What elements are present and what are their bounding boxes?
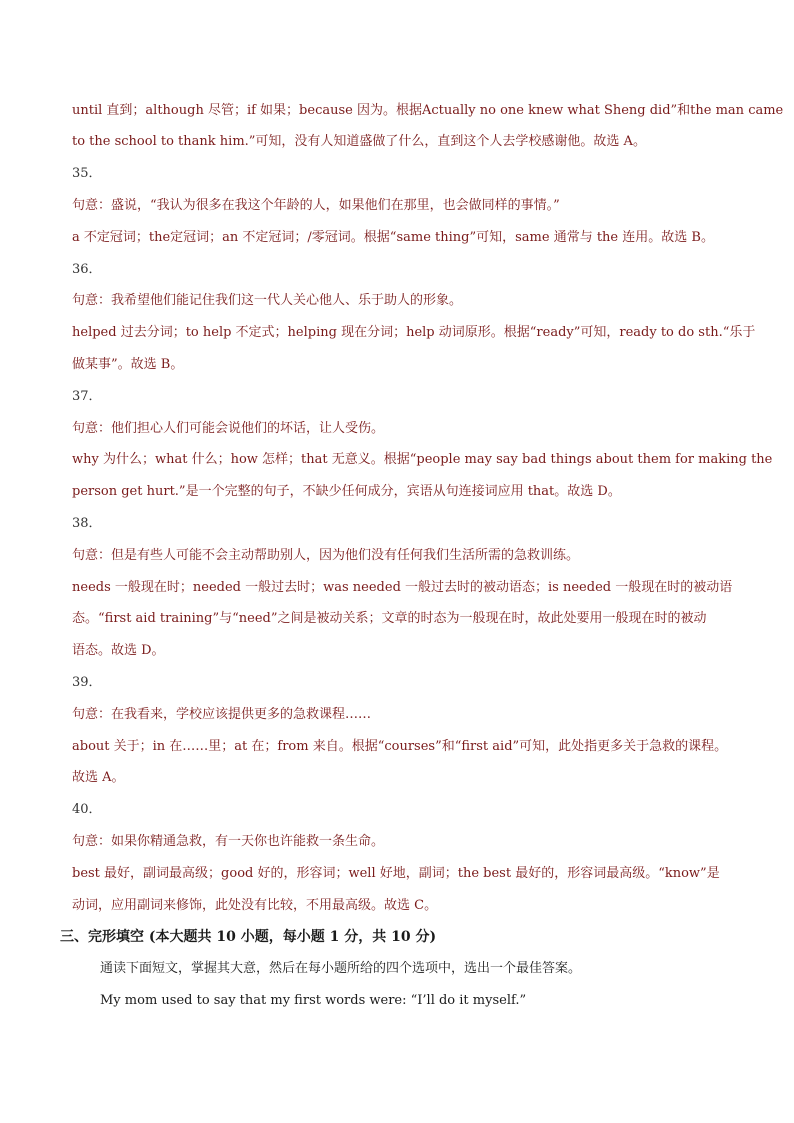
analysis-line: needs 一般现在时；needed 一般过去时；was needed 一般过去时的被动语态；is needed 一般现在时的被动语 bbox=[72, 580, 733, 595]
analysis-line: 动词，应用副词来修饰，此处没有比较，不用最高级。故选 C。 bbox=[72, 898, 438, 913]
instruction-text: 通读下面短文，掌握其大意，然后在每小题所给的四个选项中，选出一个最佳答案。 bbox=[100, 961, 582, 976]
question-number: 36． bbox=[72, 262, 102, 277]
analysis-line: 态。“first aid training”与“need”之间是被动关系；文章的时态为一般现在时，故此处要用一般现在时的被动 bbox=[72, 611, 707, 626]
section-heading: 三、完形填空 (本大题共 10 小题，每小题 1 分，共 10 分) bbox=[60, 929, 437, 945]
translation-line: 句意：他们担心人们可能会说他们的坏话，让人受伤。 bbox=[72, 421, 385, 436]
question-number: 37． bbox=[72, 389, 102, 404]
analysis-line: to the school to thank him.”可知，没有人知道盛做了什么，直到这个人去学校感谢他。故选 A。 bbox=[72, 134, 646, 149]
question-number: 39． bbox=[72, 675, 102, 690]
passage-text: My mom used to say that my first words were: “I’ll do it myself.” bbox=[100, 993, 527, 1008]
translation-line: 句意：在我看来，学校应该提供更多的急救课程…… bbox=[72, 707, 372, 722]
analysis-line: person get hurt.”是一个完整的句子，不缺少任何成分，宾语从句连接词应用 that。故选 D。 bbox=[72, 484, 621, 499]
translation-line: 句意：但是有些人可能不会主动帮助别人，因为他们没有任何我们生活所需的急救训练。 bbox=[72, 548, 580, 563]
analysis-line: 语态。故选 D。 bbox=[72, 643, 165, 658]
analysis-line: 做某事”。故选 B。 bbox=[72, 357, 184, 372]
translation-line: 句意：我希望他们能记住我们这一代人关心他人、乐于助人的形象。 bbox=[72, 293, 463, 308]
question-number: 40． bbox=[72, 802, 102, 817]
analysis-line: why 为什么；what 什么；how 怎样；that 无意义。根据“people may say bad things about them for making the bbox=[72, 452, 773, 467]
question-number: 35． bbox=[72, 166, 102, 181]
analysis-line: helped 过去分词；to help 不定式；helping 现在分词；help 动词原形。根据“ready”可知，ready to do sth.“乐于 bbox=[72, 325, 756, 340]
analysis-line: best 最好，副词最高级；good 好的，形容词；well 好地，副词；the best 最好的，形容词最高级。“know”是 bbox=[72, 866, 720, 881]
analysis-line: about 关于；in 在……里；at 在；from 来自。根据“courses”和“first aid”可知，此处指更多关于急救的课程。 bbox=[72, 739, 728, 754]
analysis-line: a 不定冠词；the定冠词；an 不定冠词；/零冠词。根据“same thing”可知，same 通常与 the 连用。故选 B。 bbox=[72, 230, 714, 245]
analysis-line: 故选 A。 bbox=[72, 770, 125, 785]
translation-line: 句意：如果你精通急救，有一天你也许能救一条生命。 bbox=[72, 834, 385, 849]
translation-line: 句意：盛说，“我认为很多在我这个年龄的人，如果他们在那里，也会做同样的事情。” bbox=[72, 198, 560, 213]
question-number: 38． bbox=[72, 516, 102, 531]
analysis-line: until 直到；although 尽管；if 如果；because 因为。根据Actually no one knew what Sheng did”和the man came bbox=[72, 103, 784, 118]
